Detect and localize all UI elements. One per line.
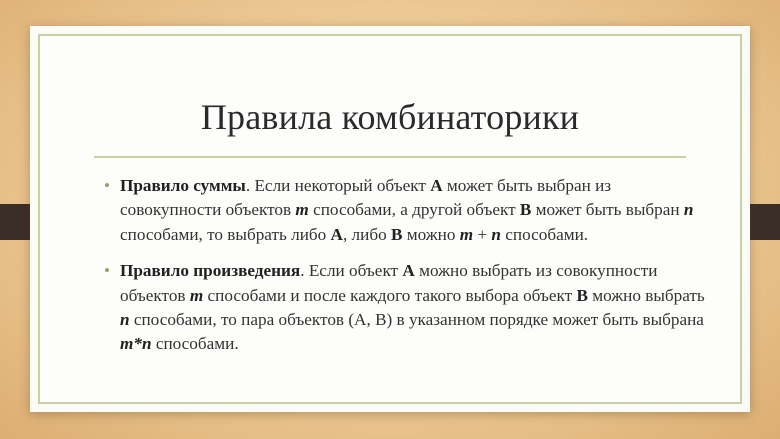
- rule-text: можно: [402, 224, 460, 244]
- object-a: А: [430, 176, 443, 195]
- rule-text: +: [473, 224, 492, 244]
- slide: [30, 26, 750, 412]
- rule-sum: [104, 174, 716, 247]
- rule-text: способами, то пара объектов (А, В) в указанном порядке может быть выбрана: [129, 310, 704, 330]
- rule-text: . Если некоторый объект: [245, 176, 431, 195]
- rule-text: . Если объект: [300, 261, 403, 281]
- variable-m: m: [189, 285, 204, 305]
- slide-title: Правила комбинаторики: [200, 97, 580, 137]
- variable-n: n: [491, 224, 501, 244]
- rule-term: Правило произведения: [120, 261, 301, 281]
- title-divider: [94, 156, 686, 158]
- object-b: В: [519, 200, 532, 220]
- rule-text: способами.: [500, 224, 589, 244]
- slide-frame: [38, 34, 742, 404]
- bullet-icon: •: [104, 261, 110, 281]
- rule-text: способами, то выбрать либо: [120, 224, 331, 244]
- variable-mn: m*n: [120, 334, 152, 354]
- object-b: В: [576, 285, 588, 305]
- rule-text: может быть выбран: [531, 200, 684, 220]
- bullet-icon: •: [104, 176, 110, 195]
- rule-text: способами, а другой объект: [308, 200, 520, 220]
- rule-product: [104, 259, 716, 357]
- variable-m: m: [295, 200, 309, 220]
- rule-text: можно выбрать из совокупности объектов: [120, 261, 658, 305]
- rule-text: можно выбрать: [587, 285, 705, 305]
- object-a: А: [330, 224, 343, 244]
- rule-text: может быть выбран из совокупности объектов: [120, 176, 612, 220]
- variable-m: m: [459, 224, 474, 244]
- variable-n: n: [120, 310, 130, 330]
- rule-term: Правило суммы: [120, 176, 246, 195]
- rule-text: , либо: [342, 224, 391, 244]
- variable-n: n: [683, 200, 694, 220]
- rule-text: способами.: [151, 334, 239, 354]
- object-b: В: [390, 224, 403, 244]
- object-a: А: [402, 261, 415, 281]
- rules-list: [104, 174, 716, 369]
- rule-text: способами и после каждого такого выбора объект: [203, 285, 577, 305]
